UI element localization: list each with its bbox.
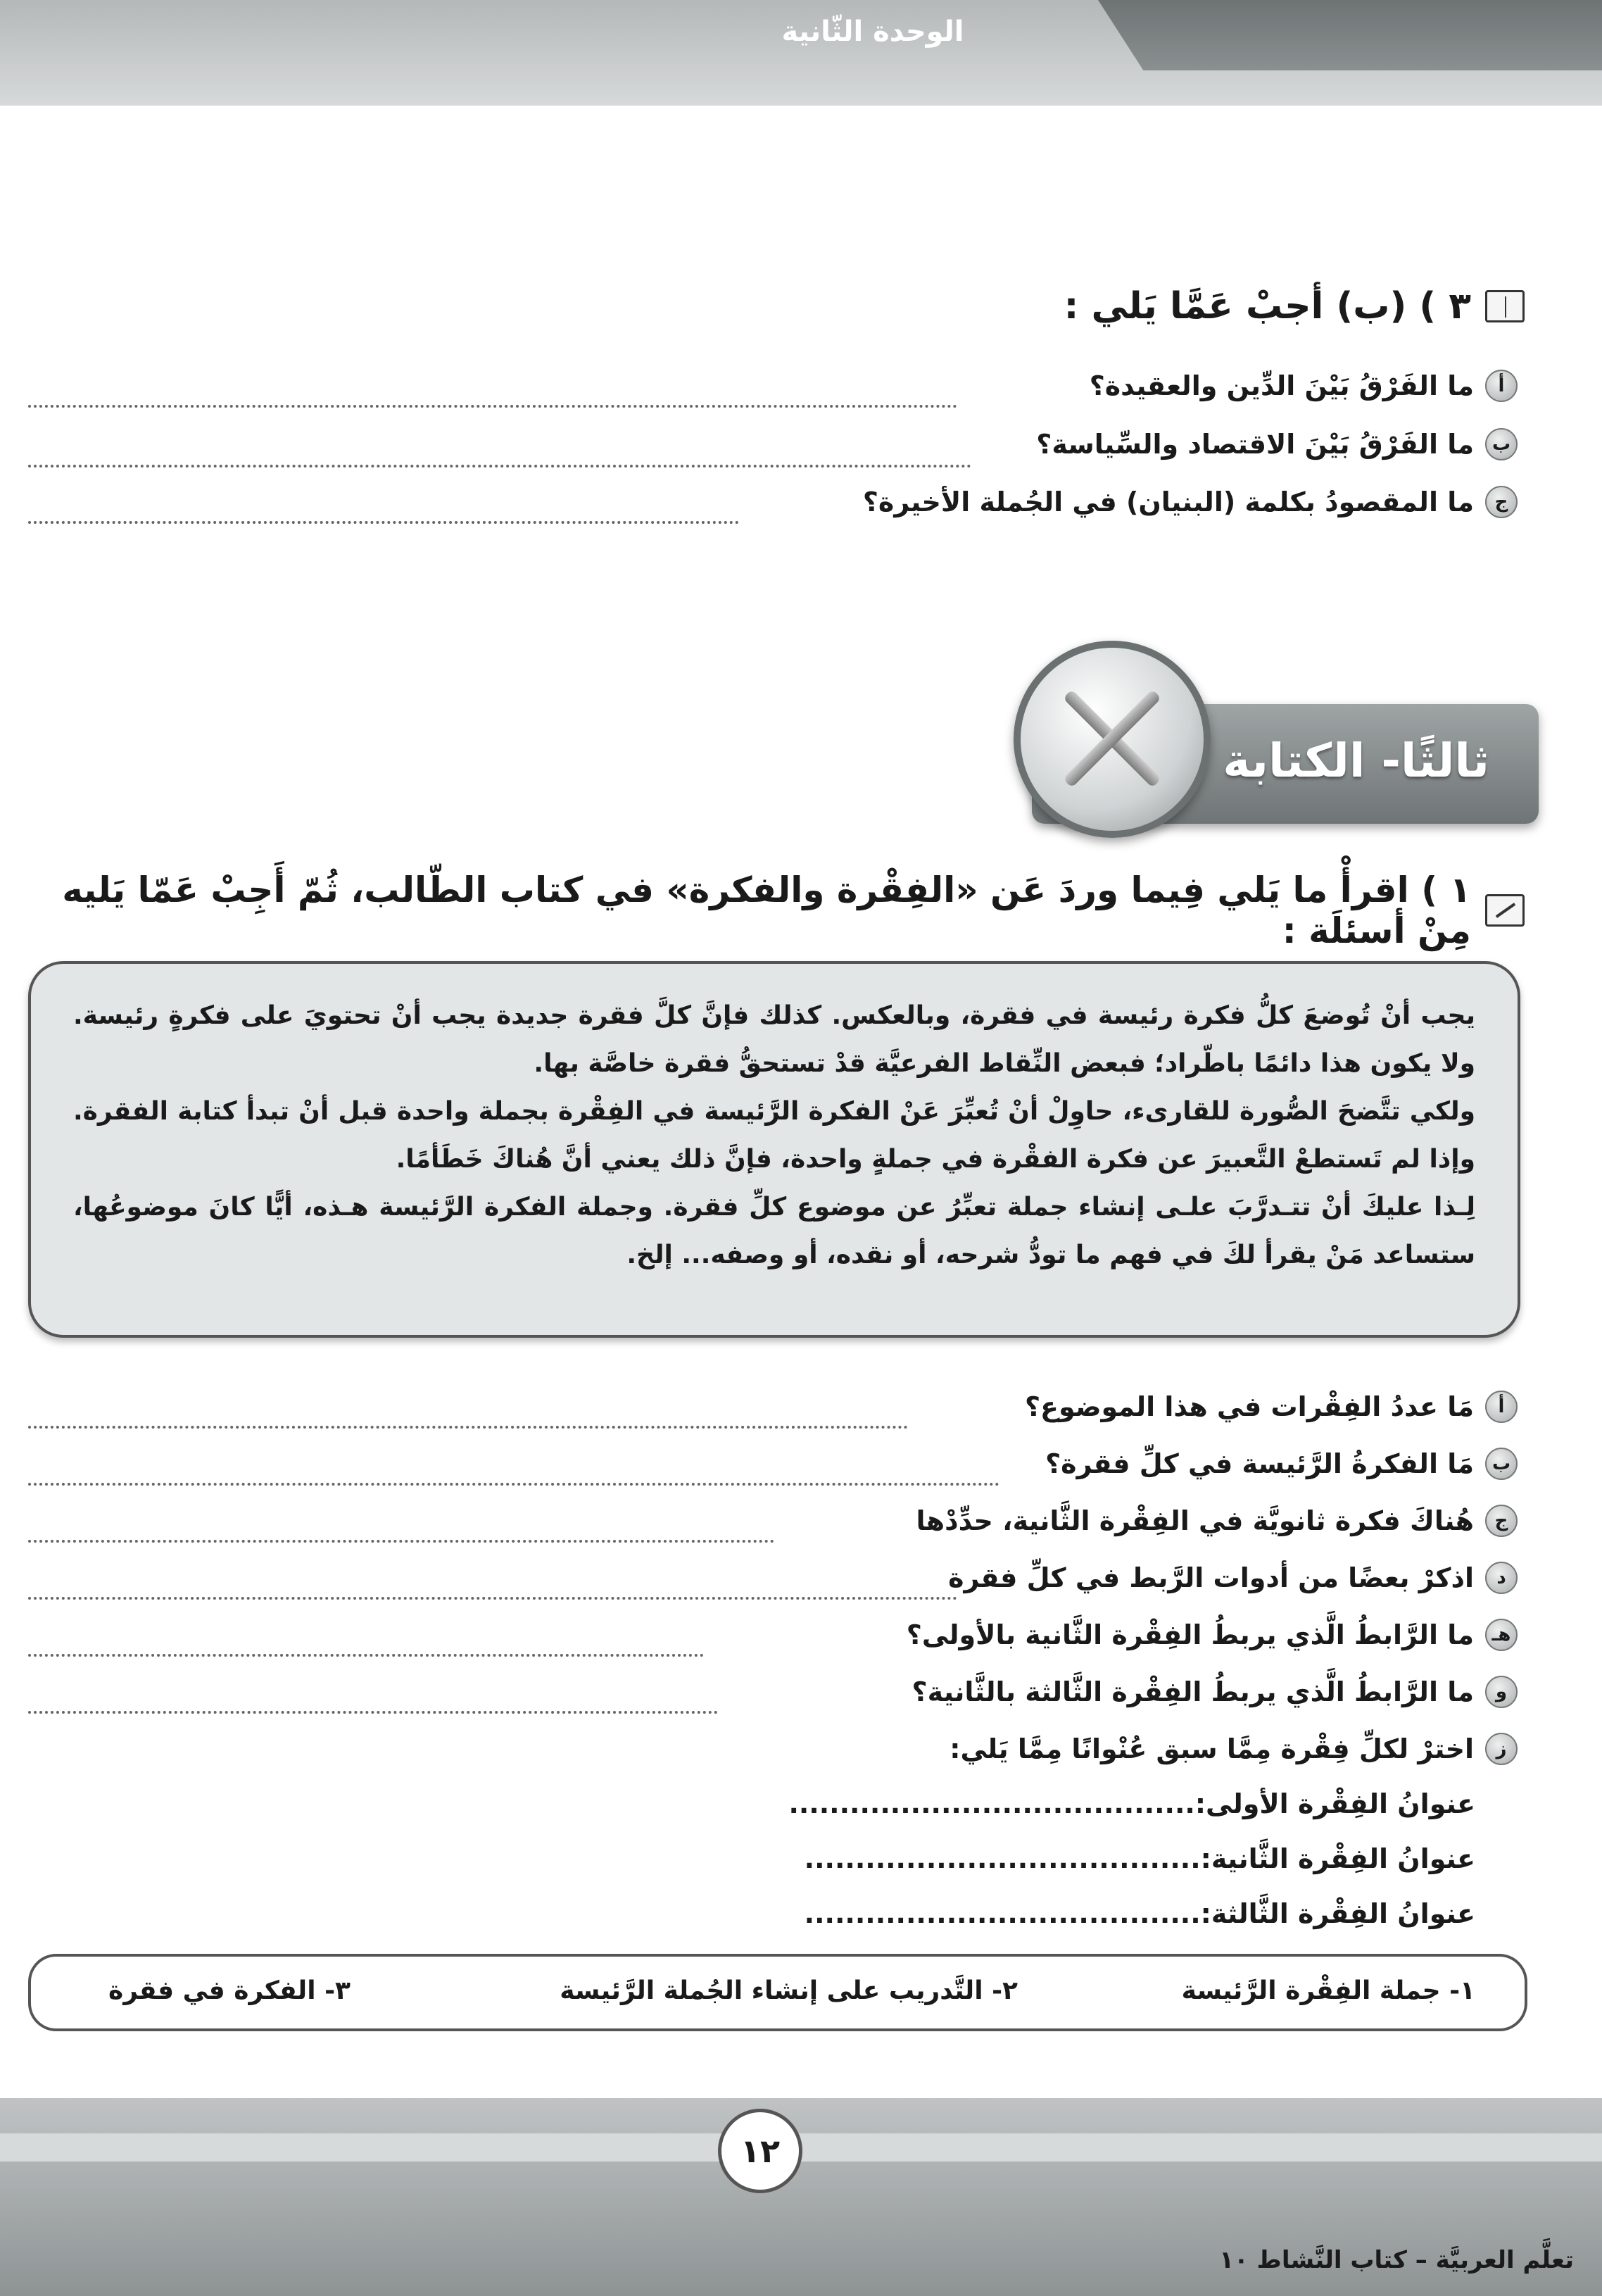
paragraph: لِـذا عليكَ أنْ تتـدرَّبَ علـى إنشاء جملة تعبِّرُ عن موضوع كلِّ فقرة. وجملة الفكرة الرَّئيسة هـذه، أيًّا كانَ موضوعُها، ستساعد مَنْ يقرأ لكَ في فهم ما تودُّ شرحه، أو نقده، أو وصفه... إلخ.: [73, 1193, 1475, 1269]
answer-line[interactable]: [28, 1654, 704, 1657]
paragraph: ولكي تتَّضحَ الصُّورة للقارىء، حاوِلْ أنْ تُعبِّرَ عَنْ الفكرة الرَّئيسة في الفِقْرة بجملة واحدة قبل أنْ تبدأ كتابة الفقرة. وإذا لم تَستطعْ التَّعبيرَ عن فكرة الفقْرة في جملةٍ واحدة، فإنَّ ذلك يعني أنَّ هُناكَ خَطَأمًا.: [73, 1097, 1475, 1174]
pencils-icon: [1014, 641, 1211, 838]
answer-line[interactable]: [28, 1597, 957, 1600]
question-text: ما الرَّابطُ الَّذي يربطُ الفِقْرة الثَّالثة بالثَّانية؟: [912, 1676, 1474, 1707]
paragraph: يجب أنْ تُوضعَ كلُّ فكرة رئيسة في فقرة، وبالعكس. كذلك فإنَّ كلَّ فقرة جديدة يجب أنْ تحتويَ على فكرةٍ رئيسة. ولا يكون هذا دائمًا باطّراد؛ فبعض النِّقاط الفرعيَّة قدْ تستحقُّ فقرة خاصَّة بها.: [73, 1001, 1475, 1078]
question-text: ما الفَرْقُ بَيْنَ الدِّين والعقيدة؟: [1089, 370, 1474, 401]
pen-icon: [1485, 894, 1525, 927]
letter-badge: و: [1485, 1676, 1518, 1708]
q3b-item-c: [863, 486, 1518, 518]
q1-item-f: [912, 1676, 1518, 1708]
q3b-heading: [1064, 285, 1525, 327]
question-text: ما المقصودُ بكلمة (البنيان) في الجُملة الأخيرة؟: [862, 487, 1474, 517]
question-text: ما الرَّابطُ الَّذي يربطُ الفِقْرة الثَّانية بالأولى؟: [906, 1619, 1474, 1650]
question-text: اخترْ لكلِّ فِقْرة مِمَّا سبق عُنْوانًا مِمَّا يَلي:: [950, 1733, 1474, 1764]
page-number: ١٢: [718, 2109, 802, 2193]
question-text: هُناكَ فكرة ثانويَّة في الفِقْرة الثَّانية، حدِّدْها: [916, 1505, 1474, 1536]
q3b-item-b: [1036, 428, 1518, 460]
q1-item-e: [907, 1619, 1518, 1651]
question-text: مَا عددُ الفِقْرات في هذا الموضوع؟: [1025, 1391, 1474, 1422]
title-field-2[interactable]: عنوانُ الفِقْرة الثَّانية:.......................................: [804, 1843, 1475, 1874]
q1-heading-text: ١ ) اقرأْ ما يَلي فِيما وردَ عَن «الفِقْرة والفكرة» في كتاب الطّالب، ثُمّ أَجِبْ عَمّا يَليه مِنْ أسئلَة :: [62, 870, 1471, 951]
q1-item-c: [916, 1505, 1518, 1537]
q3b-item-a: [1090, 370, 1518, 402]
letter-badge: أ: [1485, 370, 1518, 402]
options-box: [28, 1954, 1527, 2031]
book-icon: [1485, 290, 1525, 322]
q1-item-a: [1025, 1391, 1518, 1423]
q1-item-b: [1045, 1448, 1518, 1480]
letter-badge: ب: [1485, 1448, 1518, 1480]
question-text: مَا الفكرةُ الرَّئيسة في كلِّ فقرة؟: [1045, 1448, 1474, 1479]
answer-line[interactable]: [28, 1711, 718, 1714]
unit-title: الوحدة الثّانية: [781, 15, 964, 48]
letter-badge: ج: [1485, 1505, 1518, 1537]
option-2: ٢- التَّدريب على إنشاء الجُملة الرَّئيسة: [560, 1976, 1018, 2005]
q1-item-d: [948, 1562, 1518, 1594]
answer-line[interactable]: [28, 465, 971, 468]
question-text: اذكرْ بعضًا من أدوات الرَّبط في كلِّ فقرة: [948, 1562, 1474, 1593]
letter-badge: ز: [1485, 1733, 1518, 1765]
title-field-1[interactable]: عنوانُ الفِقْرة الأولى:........................................: [788, 1788, 1475, 1819]
header-tab: [1098, 0, 1602, 70]
book-name: تعلَّم العربيَّة – كتاب النَّشاط ١٠: [1219, 2246, 1574, 2274]
letter-badge: هـ: [1485, 1619, 1518, 1651]
letter-badge: د: [1485, 1562, 1518, 1594]
title-field-3[interactable]: عنوانُ الفِقْرة الثَّالثة:.......................................: [804, 1898, 1475, 1929]
question-text: ما الفَرْقُ بَيْنَ الاقتصاد والسِّياسة؟: [1036, 429, 1474, 460]
q1-item-g: [950, 1733, 1518, 1765]
answer-line[interactable]: [28, 1483, 999, 1486]
answer-line[interactable]: [28, 1540, 774, 1543]
q1-heading: [0, 870, 1525, 951]
answer-line[interactable]: [28, 405, 957, 408]
option-3: ٣- الفكرة في فقرة: [108, 1976, 351, 2005]
letter-badge: ج: [1485, 486, 1518, 518]
letter-badge: ب: [1485, 428, 1518, 460]
answer-line[interactable]: [28, 521, 739, 524]
reading-text-box: [28, 961, 1520, 1338]
q3b-heading-text: ٣ ) (ب) أجبْ عَمَّا يَلي :: [1064, 285, 1471, 327]
letter-badge: أ: [1485, 1391, 1518, 1423]
answer-line[interactable]: [28, 1426, 908, 1429]
section-title: ثالثًا- الكتابة: [1223, 734, 1489, 788]
option-1: ١- جملة الفِقْرة الرَّئيسة: [1181, 1976, 1475, 2005]
